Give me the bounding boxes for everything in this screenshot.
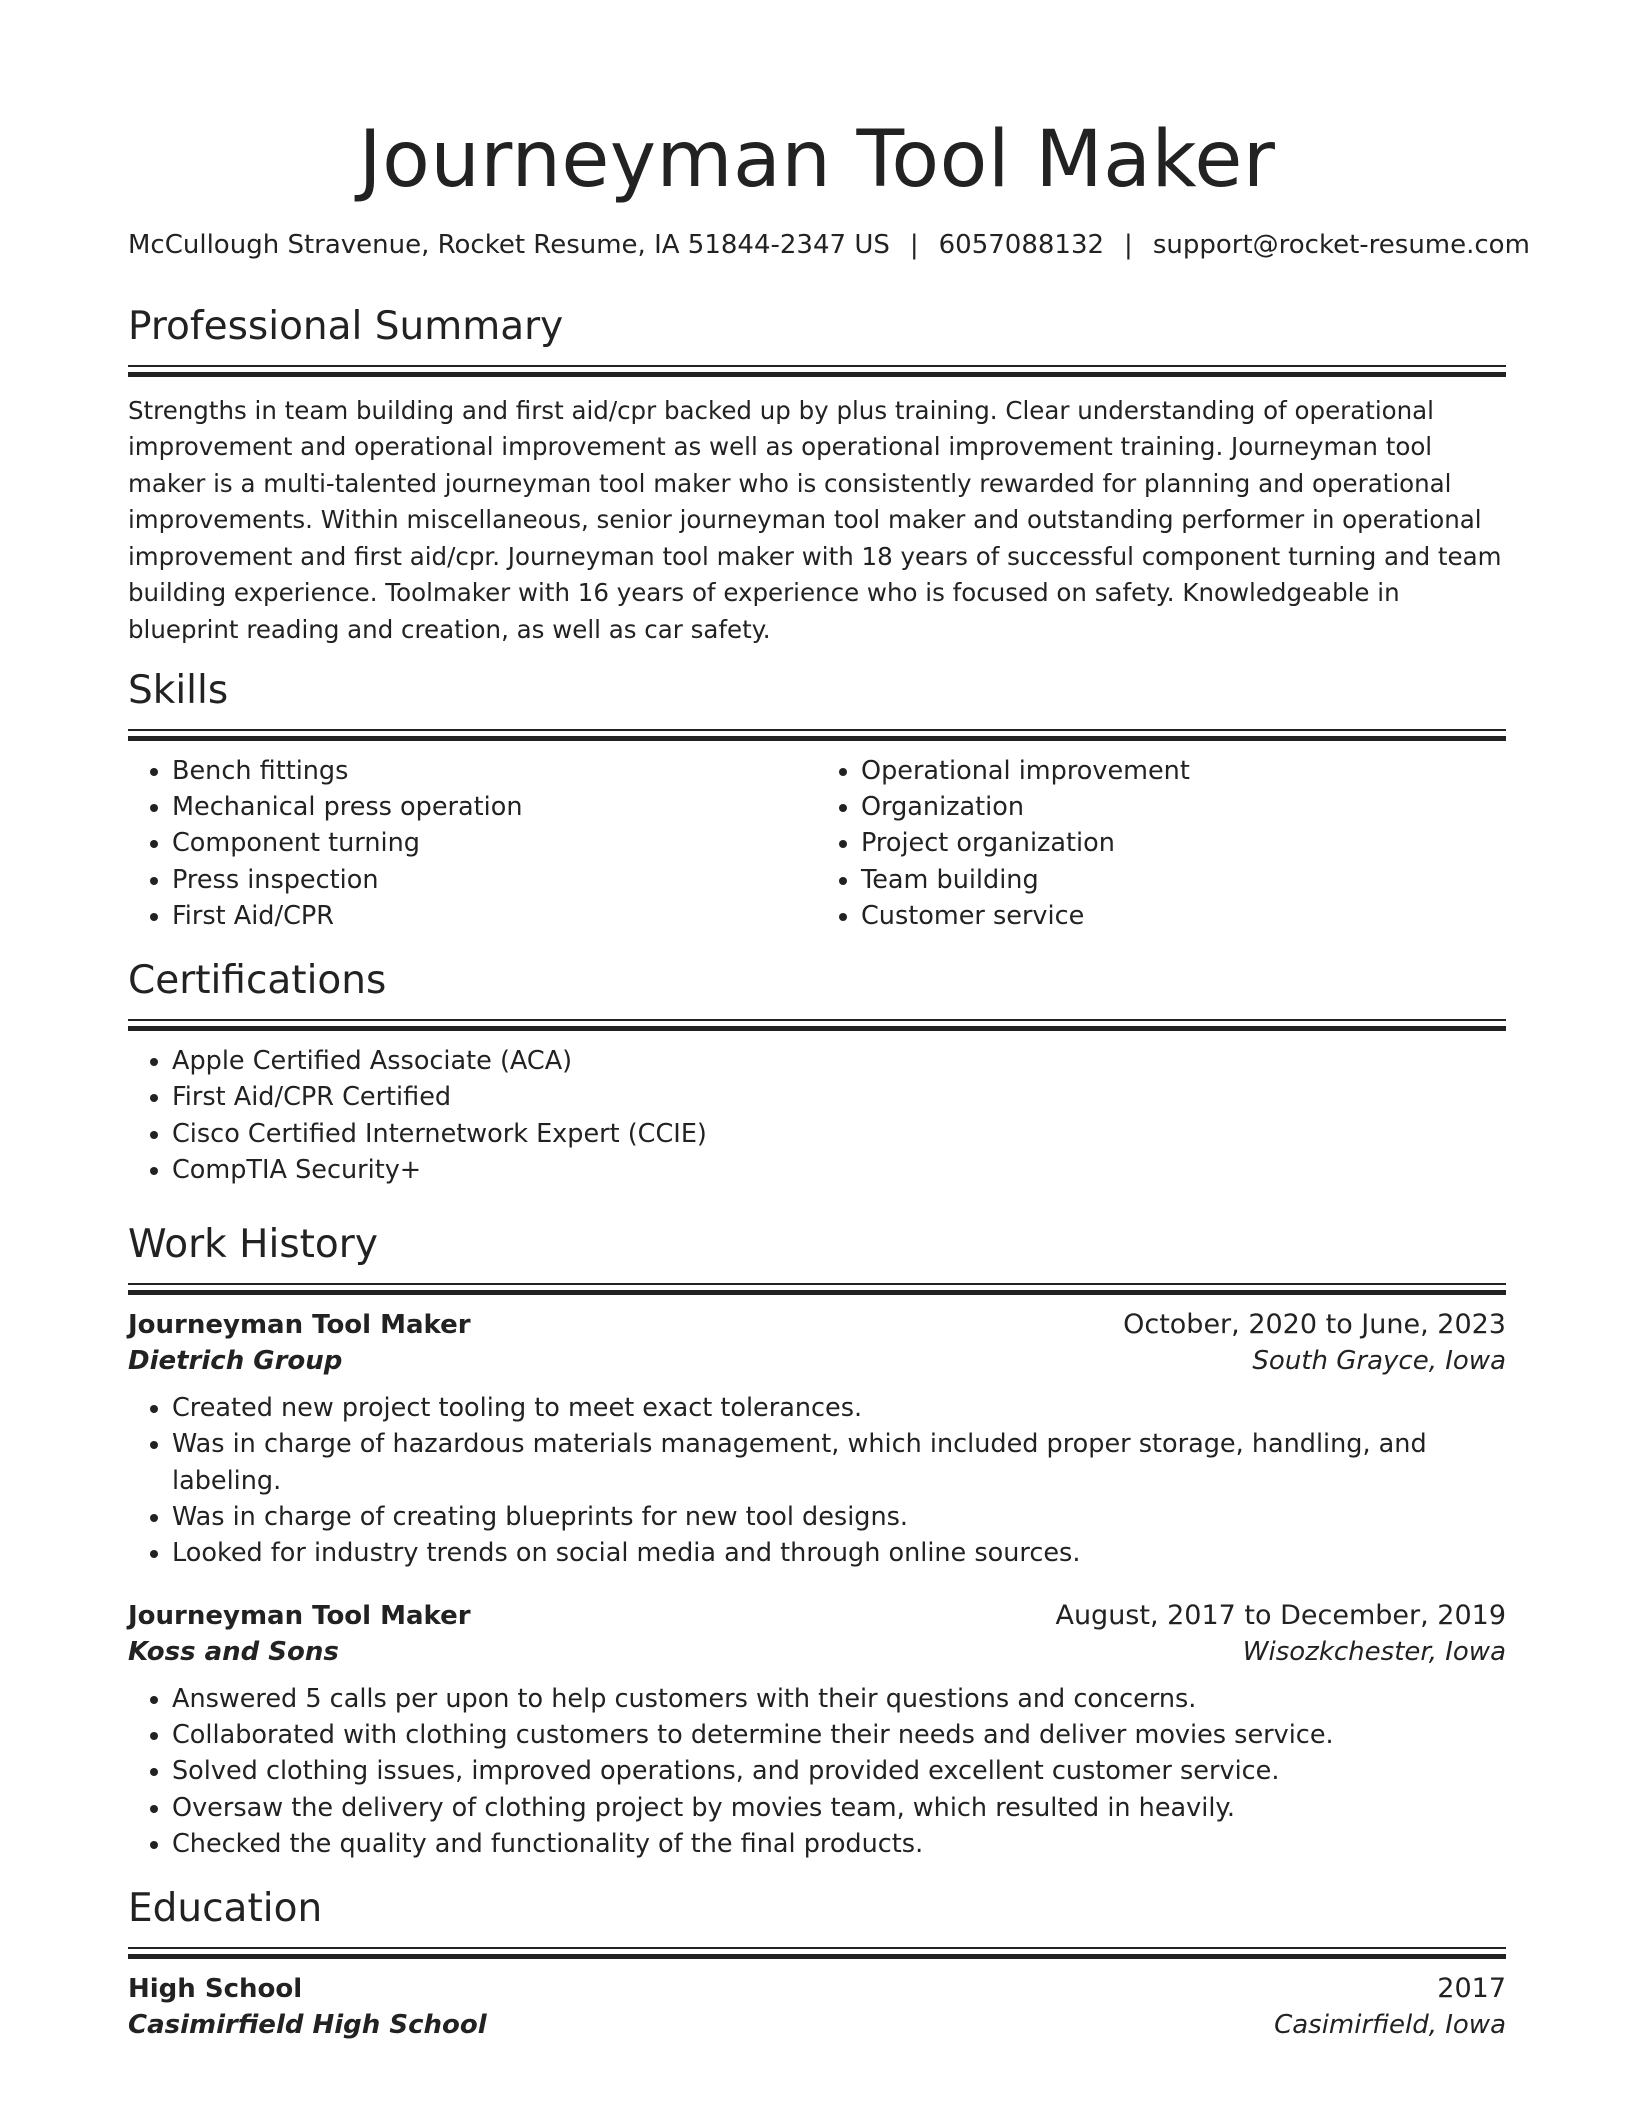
certification-item: • Apple Certified Associate (ACA) [172, 1043, 1506, 1079]
job-dates: August, 2017 to December, 2019 [1055, 1599, 1506, 1631]
certifications-list [128, 1043, 1506, 1188]
job-bullet: • Answered 5 calls per upon to help customers with their questions and concerns. [172, 1681, 1506, 1717]
job-header [128, 1600, 1506, 1631]
skill-item: • Press inspection [172, 862, 817, 898]
job-entry [128, 1600, 1506, 1862]
resume-page [128, 0, 1530, 2040]
section-divider [128, 365, 1506, 375]
job-bullet: • Collaborated with clothing customers to determine their needs and deliver movies service. [172, 1717, 1506, 1753]
section-title-education: Education [128, 1886, 323, 1932]
job-bullet: • Oversaw the delivery of clothing project by movies team, which resulted in heavily. [172, 1790, 1506, 1826]
job-subheader [128, 1346, 1506, 1376]
job-bullets [128, 1390, 1506, 1571]
certifications-section [128, 958, 1506, 1188]
education-location: Casimirfield, Iowa [1274, 2009, 1506, 2040]
education-subheader [128, 2010, 1506, 2040]
skills-list-left [128, 753, 817, 934]
work-history-section [128, 1222, 1506, 1862]
section-divider [128, 729, 1506, 739]
certification-item: • Cisco Certified Internetwork Expert (CCIE) [172, 1116, 1506, 1152]
job-title: Journeyman Tool Maker [128, 1310, 471, 1341]
job-location: Wisozkchester, Iowa [1242, 1636, 1506, 1667]
job-company: Koss and Sons [128, 1636, 339, 1667]
education-header [128, 1973, 1506, 2004]
job-subheader [128, 1637, 1506, 1667]
contact-email: support@rocket-resume.com [1152, 229, 1530, 260]
education-school: Casimirfield High School [128, 2009, 487, 2040]
summary-section [128, 304, 1506, 648]
education-degree: High School [128, 1973, 303, 2004]
certification-item: • First Aid/CPR Certified [172, 1079, 1506, 1115]
section-divider [128, 1947, 1506, 1957]
section-title-summary: Professional Summary [128, 303, 564, 349]
section-divider [128, 1283, 1506, 1293]
education-year: 2017 [1437, 1972, 1506, 2004]
skill-item: • Customer service [861, 898, 1506, 934]
skills-section [128, 668, 1506, 934]
skill-item: • Mechanical press operation [172, 789, 817, 825]
section-divider [128, 1019, 1506, 1029]
contact-phone: 6057088132 [938, 229, 1105, 260]
contact-line [128, 229, 1530, 260]
education-entry [128, 1973, 1506, 2040]
summary-text: Strengths in team building and first aid/cpr backed up by plus training. Clear understanding of operational improvement and operational improvement as well as operational improvement training. Journeyman tool maker is a multi-talented journeyman tool maker who is consistently rewarded for planning and operational improvements. Within miscellaneous, senior journeyman tool maker and outstanding performer in operational improvement and first aid/cpr. Journeyman tool maker with 18 years of successful component turning and team building experience. Toolmaker with 16 years of experience who is focused on safety. Knowledgeable in blueprint reading and creation, as well as car safety. [128, 395, 1502, 644]
contact-separator: | [909, 229, 919, 260]
section-title-certifications: Certifications [128, 958, 387, 1004]
skill-item: • First Aid/CPR [172, 898, 817, 934]
job-company: Dietrich Group [128, 1346, 343, 1377]
job-bullet: • Was in charge of hazardous materials management, which included proper storage, handling, and labeling. [172, 1426, 1506, 1499]
skill-item: • Operational improvement [861, 753, 1506, 789]
skill-item: • Bench fittings [172, 753, 817, 789]
job-dates: October, 2020 to June, 2023 [1123, 1309, 1506, 1341]
job-bullet: • Looked for industry trends on social media and through online sources. [172, 1535, 1506, 1571]
skill-item: • Component turning [172, 825, 817, 861]
job-header [128, 1309, 1506, 1340]
skill-item: • Organization [861, 789, 1506, 825]
certification-item: • CompTIA Security+ [172, 1152, 1506, 1188]
skill-item: • Team building [861, 862, 1506, 898]
job-location: South Grayce, Iowa [1252, 1346, 1506, 1377]
job-bullet: • Checked the quality and functionality of the final products. [172, 1826, 1506, 1862]
education-section [128, 1886, 1506, 2040]
skills-list-right [817, 753, 1506, 934]
job-entry [128, 1309, 1506, 1571]
resume-name: Journeyman Tool Maker [358, 115, 1276, 205]
skills-grid [128, 753, 1506, 934]
job-bullet: • Was in charge of creating blueprints for new tool designs. [172, 1499, 1506, 1535]
section-title-skills: Skills [128, 668, 229, 714]
section-title-work-history: Work History [128, 1222, 378, 1268]
skill-item: • Project organization [861, 825, 1506, 861]
contact-address: McCullough Stravenue, Rocket Resume, IA 51844-2347 US [128, 229, 890, 260]
job-title: Journeyman Tool Maker [128, 1600, 471, 1631]
contact-separator: | [1124, 229, 1133, 260]
job-bullet: • Solved clothing issues, improved operations, and provided excellent customer service. [172, 1753, 1506, 1789]
job-bullet: • Created new project tooling to meet exact tolerances. [172, 1390, 1506, 1426]
job-bullets [128, 1681, 1506, 1862]
